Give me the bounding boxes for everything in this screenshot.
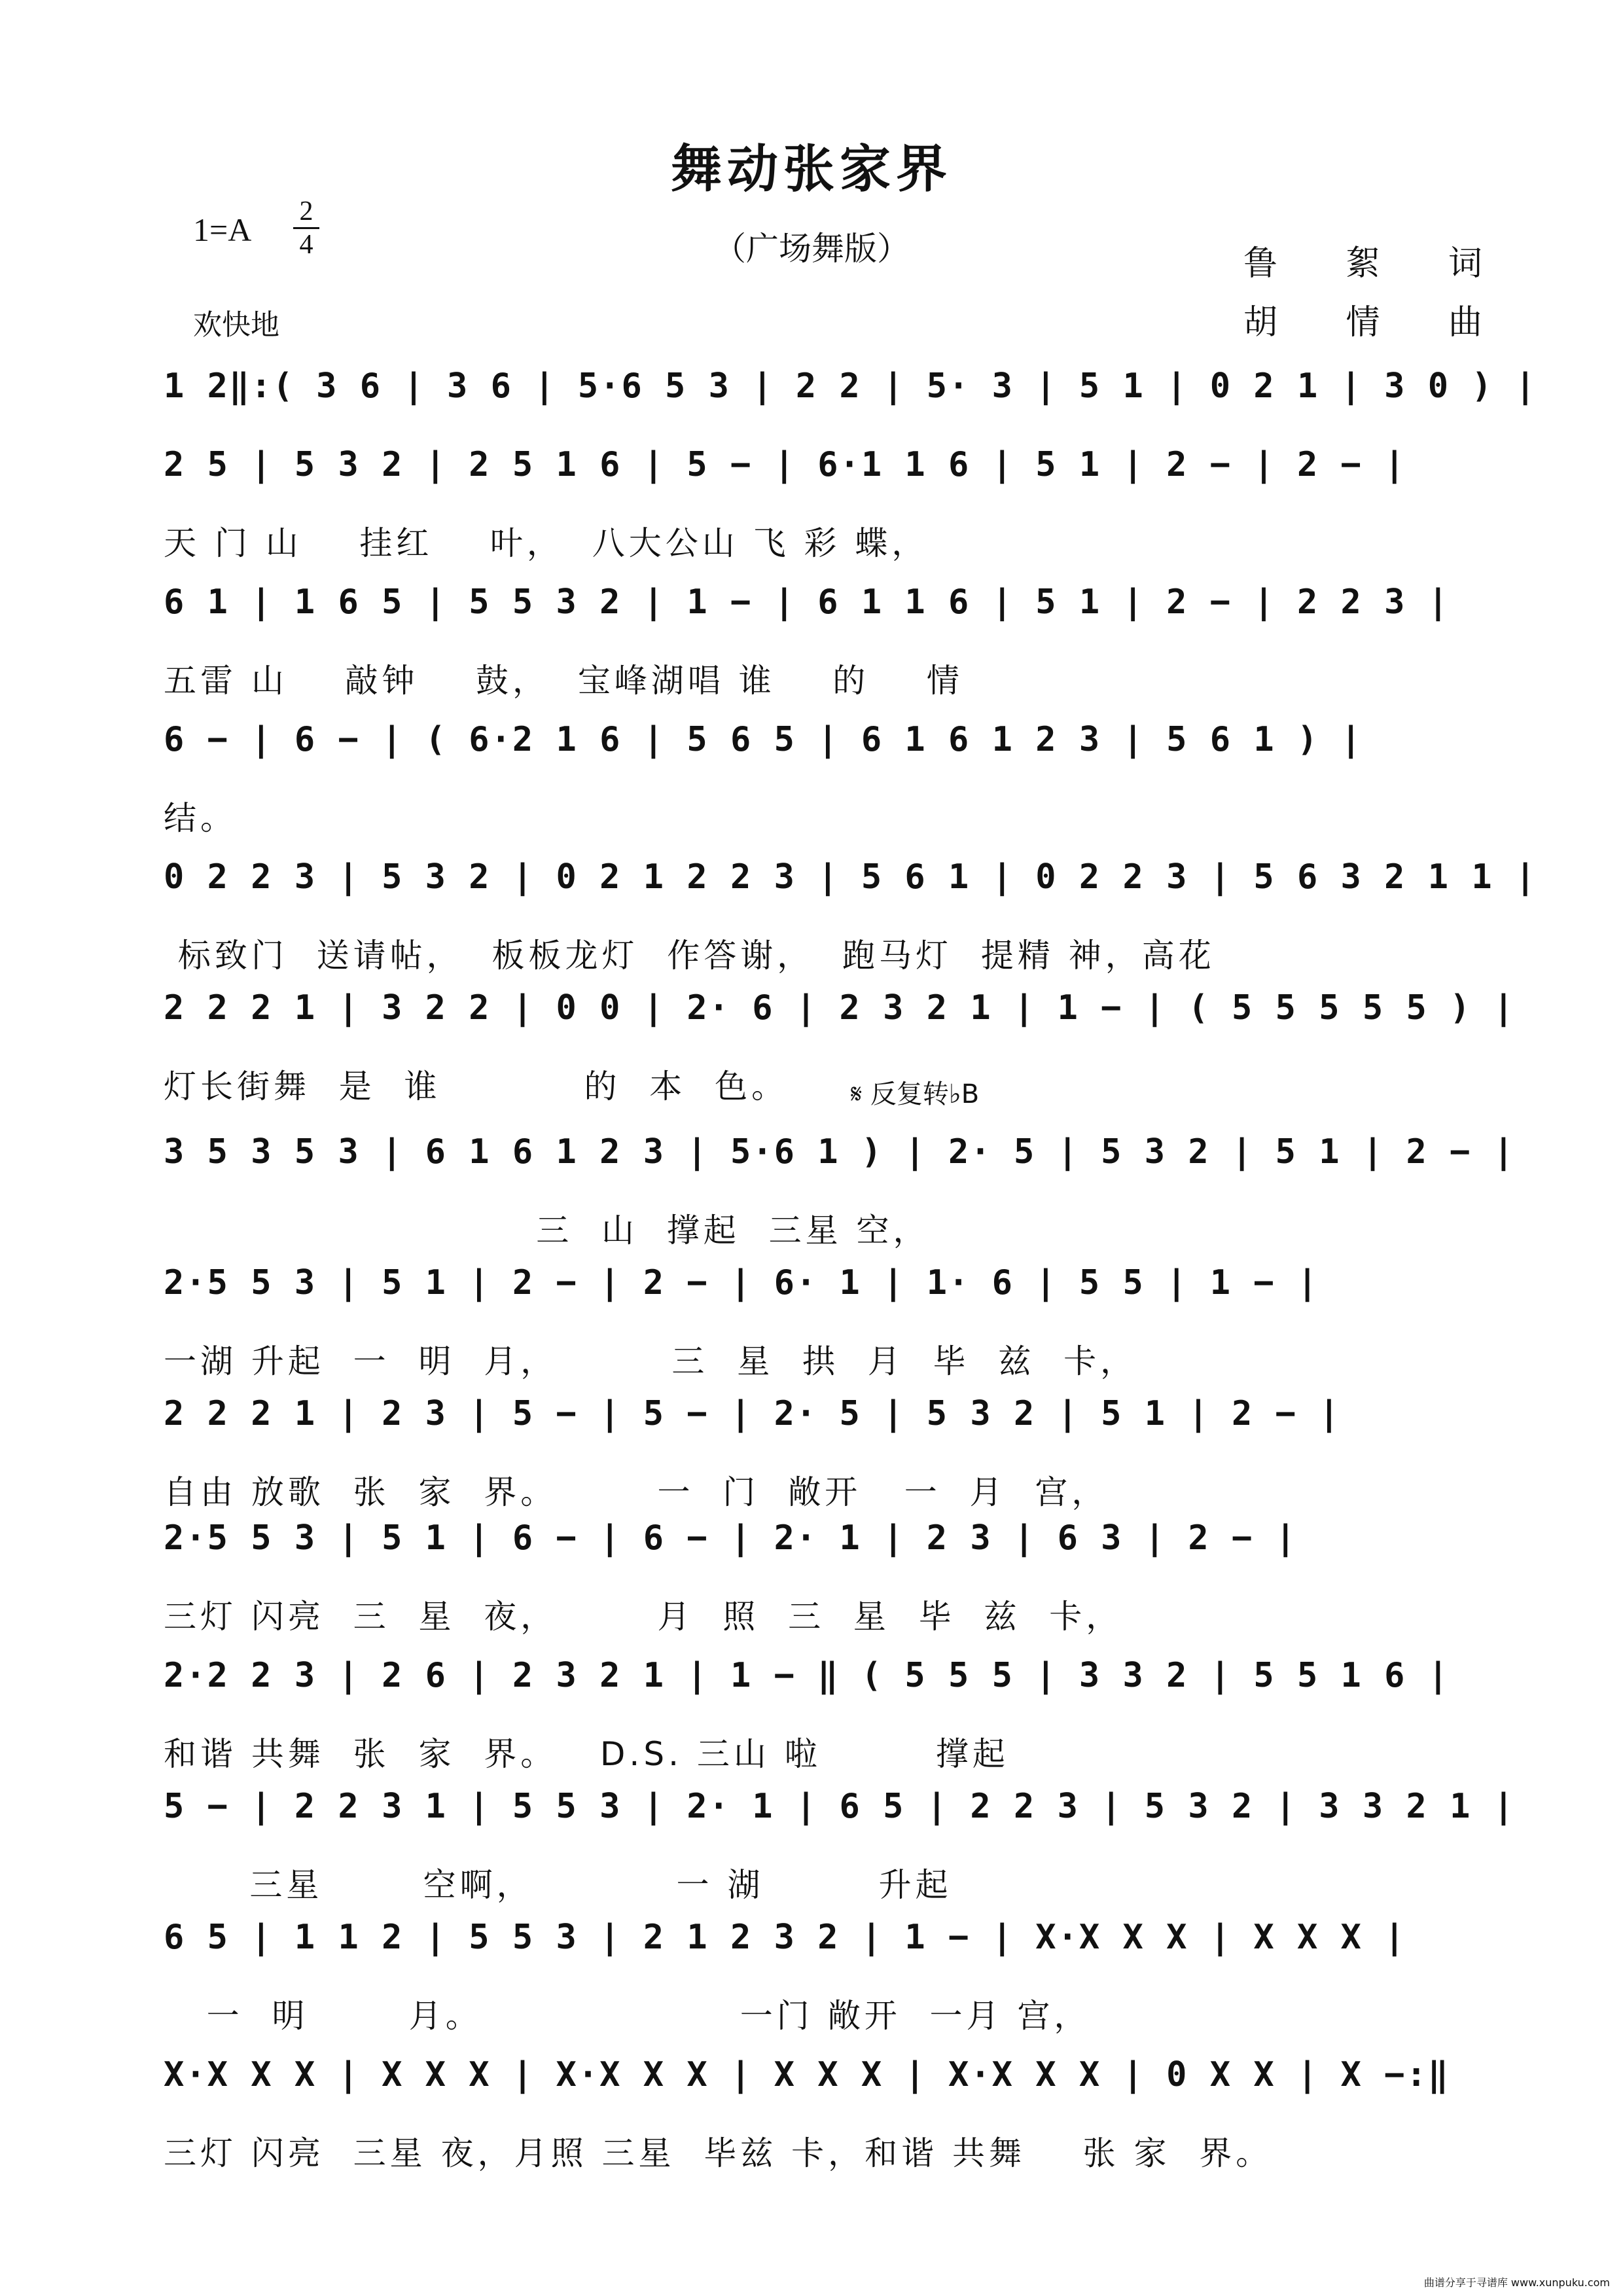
notation-line: 1 2‖:( 3 6 | 3 6 | 5·6 5 3 | 2 2 | 5· 3 | 5 1 | 0 2 1 | 3 0 ) | xyxy=(164,367,1537,406)
lyricist-credit: 鲁 絮 词 xyxy=(1243,244,1512,283)
footer-watermark: 曲谱分享于寻谱库 www.xunpuku.com xyxy=(1423,2276,1610,2289)
lyric-line: 三星 空啊， 一 湖 升起 xyxy=(164,1866,952,1904)
lyric-line: 五雷 山 敲钟 鼓， 宝峰湖唱 谁 的 情 xyxy=(164,662,963,700)
lyric-line: 灯长街舞 是 谁 的 本 色。 xyxy=(164,1067,789,1105)
notation-line: 6 − | 6 − | ( 6·2 1 6 | 5 6 5 | 6 1 6 1 2 3 | 5 6 1 ) | xyxy=(164,720,1363,759)
lyric-line: 结。 xyxy=(164,799,237,837)
score-system xyxy=(164,2055,1469,2186)
lyric-line: 三灯 闪亮 三 星 夜， 月 照 三 星 毕 兹 卡， xyxy=(164,1598,1123,1636)
tempo-marking: 欢快地 xyxy=(193,308,279,342)
lyric-line: 和谐 共舞 张 家 界。 D.S. 三山 啦 撑起 xyxy=(164,1735,1009,1773)
score-system xyxy=(164,1394,1469,1525)
score-system xyxy=(164,720,1469,851)
notation-line: 2 5 | 5 3 2 | 2 5 1 6 | 5 − | 6·1 1 6 | 5 1 | 2 − | 2 − | xyxy=(164,445,1406,484)
song-subtitle: （广场舞版） xyxy=(713,230,910,268)
meter-bottom: 4 xyxy=(299,230,313,260)
notation-line: 2·5 5 3 | 5 1 | 2 − | 2 − | 6· 1 | 1· 6 | 5 5 | 1 − | xyxy=(164,1263,1319,1302)
lyric-line: 天 门 山 挂红 叶， 八大公山 飞 彩 蝶， xyxy=(164,524,929,562)
score-system xyxy=(164,1132,1516,1263)
key-signature: 1=A xyxy=(193,211,252,248)
lyric-line: 自由 放歌 张 家 界。 一 门 敞开 一 月 宫， xyxy=(164,1473,1109,1511)
notation-line: 2·5 5 3 | 5 1 | 6 − | 6 − | 2· 1 | 2 3 | 6 3 | 2 − | xyxy=(164,1518,1297,1558)
score-system xyxy=(164,857,1537,988)
notation-line: 3 5 3 5 3 | 6 1 6 1 2 3 | 5·6 1 ) | 2· 5 | 5 3 2 | 5 1 | 2 − | xyxy=(164,1132,1516,1172)
lyric-line: 三灯 闪亮 三星 夜，月照 三星 毕兹 卡，和谐 共舞 张 家 界。 xyxy=(164,2134,1273,2172)
notation-line: 6 1 | 1 6 5 | 5 5 3 2 | 1 − | 6 1 1 6 | 5 1 | 2 − | 2 2 3 | xyxy=(164,583,1450,622)
notation-line: 2 2 2 1 | 3 2 2 | 0 0 | 2· 6 | 2 3 2 1 | 1 − | ( 5 5 5 5 5 ) | xyxy=(164,988,1516,1028)
score-system xyxy=(164,1656,1469,1787)
notation-line: 0 2 2 3 | 5 3 2 | 0 2 1 2 2 3 | 5 6 1 | 0 2 2 3 | 5 6 3 2 1 1 | xyxy=(164,857,1537,897)
score-system xyxy=(164,1787,1516,1918)
notation-line: X·X X X | X X X | X·X X X | X X X | X·X X X | 0 X X | X −:‖ xyxy=(164,2055,1450,2094)
notation-line: 2·2 2 3 | 2 6 | 2 3 2 1 | 1 − ‖ ( 5 5 5 | 3 3 2 | 5 5 1 6 | xyxy=(164,1656,1450,1695)
score-system xyxy=(164,583,1469,713)
score-system xyxy=(164,1918,1469,2049)
lyric-line: 三 山 撑起 三星 空， xyxy=(164,1211,930,1249)
score-system xyxy=(164,988,1516,1119)
notation-line: 5 − | 2 2 3 1 | 5 5 3 | 2· 1 | 6 5 | 2 2 3 | 5 3 2 | 3 3 2 1 | xyxy=(164,1787,1516,1826)
score-system xyxy=(164,445,1469,576)
segno-modulation-mark: 𝄋 反复转♭B xyxy=(851,1079,980,1109)
lyric-line: 一湖 升起 一 明 月， 三 星 拱 月 毕 兹 卡， xyxy=(164,1342,1137,1380)
score-system xyxy=(164,1263,1469,1394)
notation-line: 6 5 | 1 1 2 | 5 5 3 | 2 1 2 3 2 | 1 − | X·X X X | X X X | xyxy=(164,1918,1406,1957)
lyric-line: 标致门 送请帖， 板板龙灯 作答谢， 跑马灯 提精 神，高花 xyxy=(164,937,1215,975)
song-title: 舞动张家界 xyxy=(670,140,952,199)
composer-credit: 胡 情 曲 xyxy=(1243,303,1512,342)
meter-top: 2 xyxy=(299,196,313,226)
lyric-line: 一 明 月。 一门 敞开 一月 宫， xyxy=(164,1997,1091,2035)
score-system xyxy=(164,1518,1469,1649)
notation-line: 2 2 2 1 | 2 3 | 5 − | 5 − | 2· 5 | 5 3 2 | 5 1 | 2 − | xyxy=(164,1394,1341,1433)
